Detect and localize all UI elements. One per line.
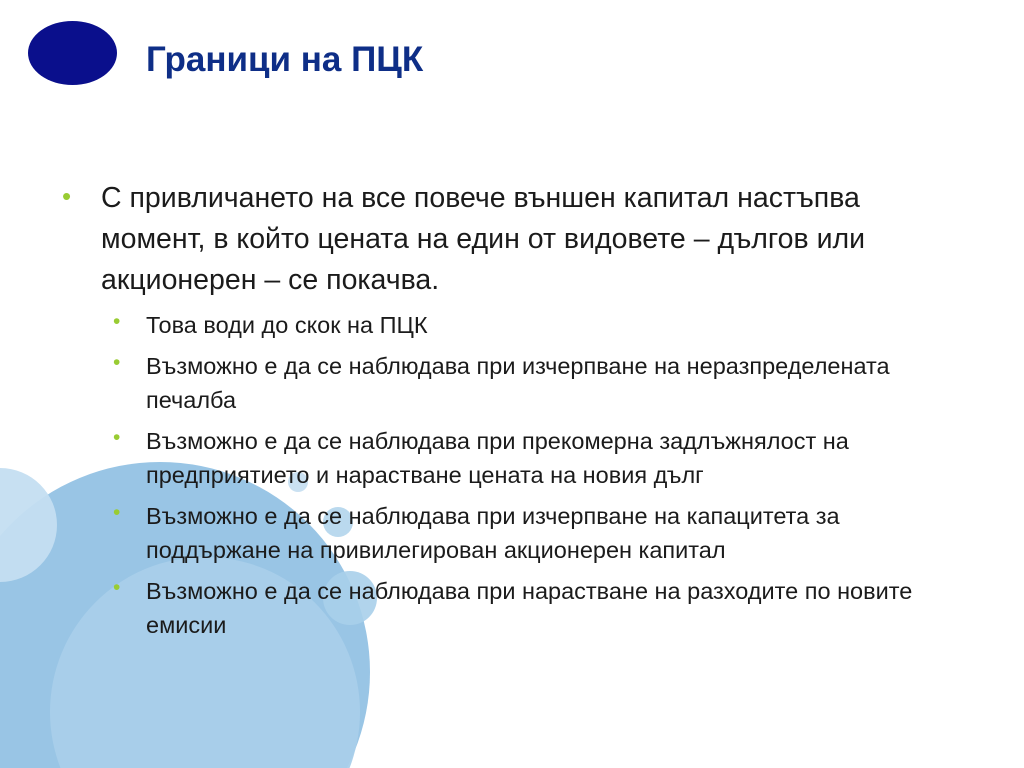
- bullet-icon: •: [113, 576, 121, 599]
- sub-bullet-item: [113, 349, 960, 417]
- sub-bullet-text: Това води до скок на ПЦК: [146, 312, 428, 338]
- main-bullet-text: С привличането на все повече външен капитал настъпва момент, в който цената на един от видовете – дългов или акционерен – се покачва.: [101, 182, 866, 296]
- sub-bullet-text: Възможно е да се наблюдава при нарастване на разходите по новите емисии: [146, 578, 913, 638]
- sub-bullet-item: [113, 499, 960, 567]
- logo-oval: [28, 21, 117, 85]
- slide-content: [60, 178, 960, 649]
- bullet-icon: •: [113, 310, 121, 333]
- main-bullet-item: [60, 178, 960, 301]
- sub-bullet-item: [113, 424, 960, 492]
- sub-bullet-item: [113, 308, 960, 342]
- bullet-icon: •: [113, 351, 121, 374]
- sub-bullet-text: Възможно е да се наблюдава при изчерпване на неразпределената печалба: [146, 353, 890, 413]
- sub-bullet-text: Възможно е да се наблюдава при изчерпване на капацитета за поддържане на привилегирован акционерен капитал: [146, 503, 840, 563]
- bullet-icon: •: [113, 501, 121, 524]
- slide-title: Граници на ПЦК: [146, 40, 424, 79]
- bullet-icon: •: [62, 181, 72, 211]
- sub-bullet-text: Възможно е да се наблюдава при прекомерна задлъжнялост на предприятието и нарастване цената на новия дълг: [146, 428, 849, 488]
- sub-bullet-item: [113, 574, 960, 642]
- bullet-icon: •: [113, 426, 121, 449]
- sub-bullet-list: [60, 308, 960, 642]
